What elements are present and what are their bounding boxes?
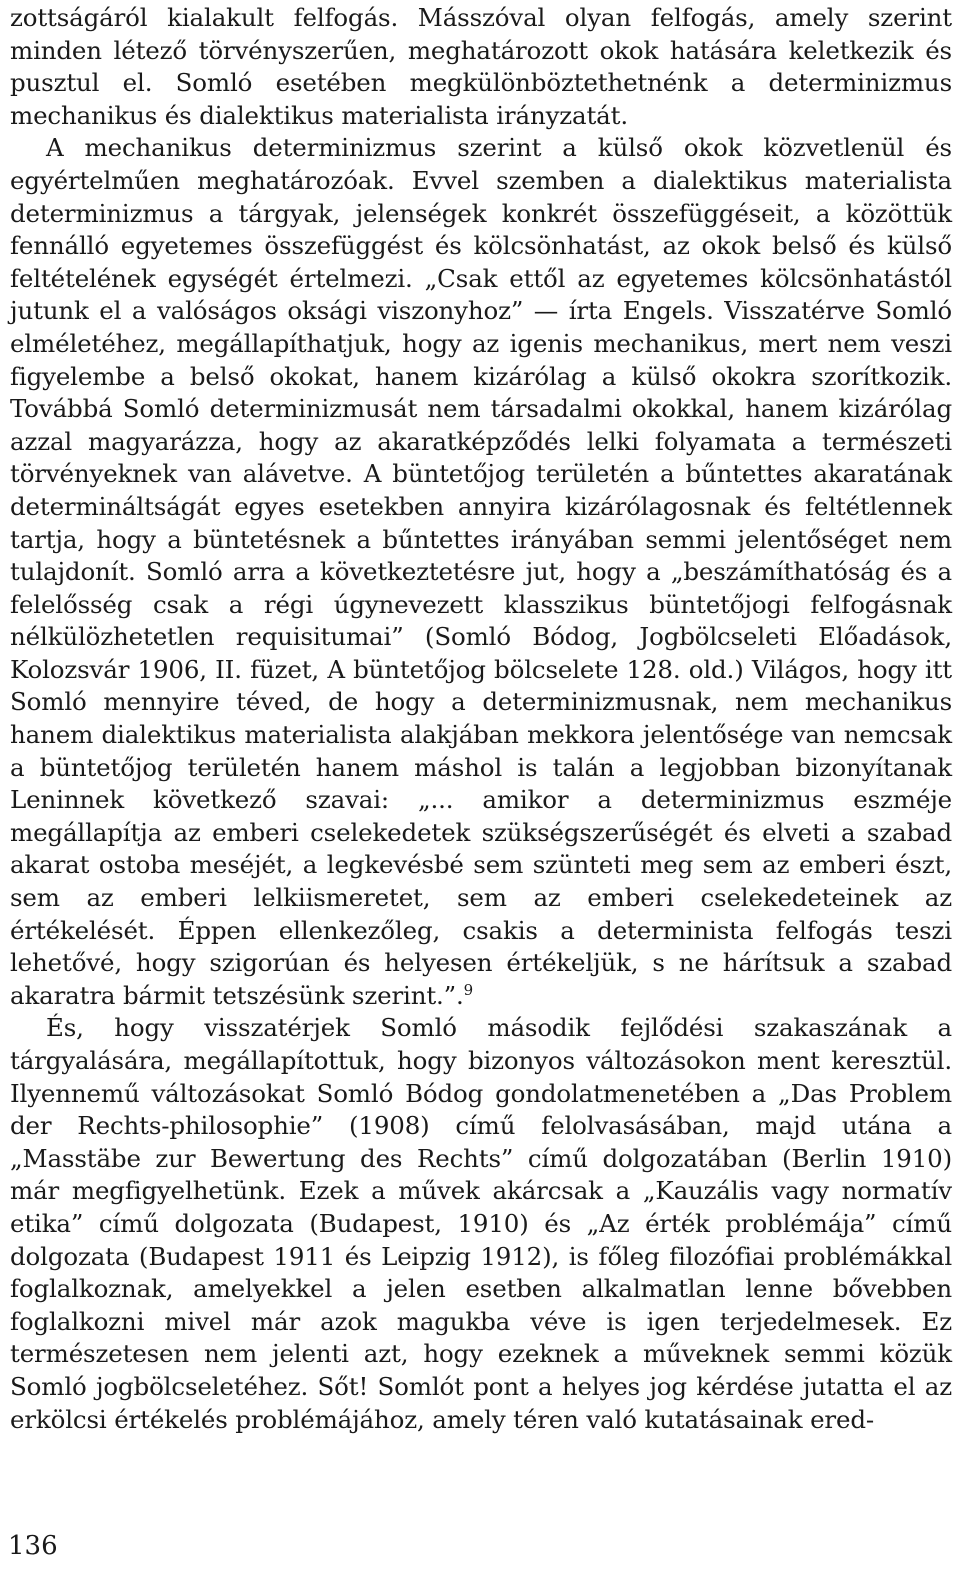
paragraph-text: A mechanikus determinizmus szerint a külső okok közvetlenül és egyértelműen meghatározóak. Evvel szemben a dialektikus materialista determinizmus a tárgyak, jelenségek konkrét összefüggéseit, a közöttük fennálló egyetemes összefüggést és kölcsönhatást, az okok belső és külső feltételének egységét értelmezi. „Csak ettől az egyetemes kölcsönhatástól jutunk el a valóságos oksági viszonyhoz” — írta Engels. Visszatérve Somló elméletéhez, megállapíthatjuk, hogy az igenis mechanikus, mert nem veszi figyelembe a belső okokat, hanem kizárólag a külső okokra szorítkozik. Továbbá Somló determinizmusát nem társadalmi okokkal, hanem kizárólag azzal magyarázza, hogy az akaratképződés lelki folyamata a természeti törvényeknek van alávetve. A büntetőjog területén a bűntettes akaratának determináltságát egyes esetekben annyira kizárólagosnak és feltétlennek tartja, hogy a büntetésnek a bűntettes irányában semmi jelentőséget nem tulajdonít. Somló arra a következtetésre jut, hogy a „beszámíthatóság és a felelősség csak a régi úgynevezett klasszikus büntetőjogi felfogásnak nélkülözhetetlen requisitumai” (Somló Bódog, Jogbölcseleti Előadások, Kolozsvár 1906, II. füzet, A büntetőjog bölcselete 128. old.) Világos, hogy itt Somló mennyire téved, de hogy a determinizmusnak, nem mechanikus hanem dialektikus materialista alakjában mekkora jelentősége van nemcsak a büntetőjog területén hanem máshol is talán a legjobban bizonyítanak Leninnek következő szavai: „... amikor a determinizmus eszméje megállapítja az emberi cselekedetek szükségszerűségét és elveti a szabad akarat ostoba meséjét, a legkevésbé sem szünteti meg sem az emberi észt, sem az emberi lelkiismeretet, sem az emberi cselekedeteinek az értékelését. Éppen ellenkezőleg, csakis a determinista felfogás teszi lehetővé, hogy szigorúan és helyesen értékeljük, s ne hárítsuk a szabad akaratra bármit tetszésünk szerint.”. [10,133,952,1010]
paragraph-second-stage [10,1012,952,1436]
page-number: 136 [8,1531,58,1561]
footnote-marker: 9 [463,980,474,999]
paragraph-text: zottságáról kialakult felfogás. Másszóval olyan felfogás, amely szerint minden létező törvényszerűen, meghatározott okok hatására keletkezik és pusztul el. Somló esetében megkülönböztethetnénk a determinizmus mechanikus és dialektikus materialista irányzatát. [10,3,952,130]
document-page [10,2,952,1436]
paragraph-text: És, hogy visszatérjek Somló második fejlődési szakaszának a tárgyalására, megállapítottuk, hogy bizonyos változásokon ment keresztül. Ilyennemű változásokat Somló Bódog gondolatmenetében a „Das Problem der Rechts-philosophie” (1908) című felolvasásában, majd utána a „Masstäbe zur Bewertung des Rechts” című dolgozatában (Berlin 1910) már megfigyelhetünk. Ezek a művek akárcsak a „Kauzális vagy normatív etika” című dolgozata (Budapest, 1910) és „Az érték problémája” című dolgozata (Budapest 1911 és Leipzig 1912), is főleg filozófiai problémákkal foglalkoznak, amelyekkel a jelen esetben alkalmatlan lenne bővebben foglalkozni mivel már azok magukba véve is igen terjedelmesek. Ez természetesen nem jelenti azt, hogy ezeknek a műveknek semmi közük Somló jogbölcseletéhez. Sőt! Somlót pont a helyes jog kérdése jutatta el az erkölcsi értékelés problémájához, amely téren való kutatásainak ered- [10,1013,952,1434]
paragraph-continuation [10,2,952,132]
paragraph-determinism [10,132,952,1012]
